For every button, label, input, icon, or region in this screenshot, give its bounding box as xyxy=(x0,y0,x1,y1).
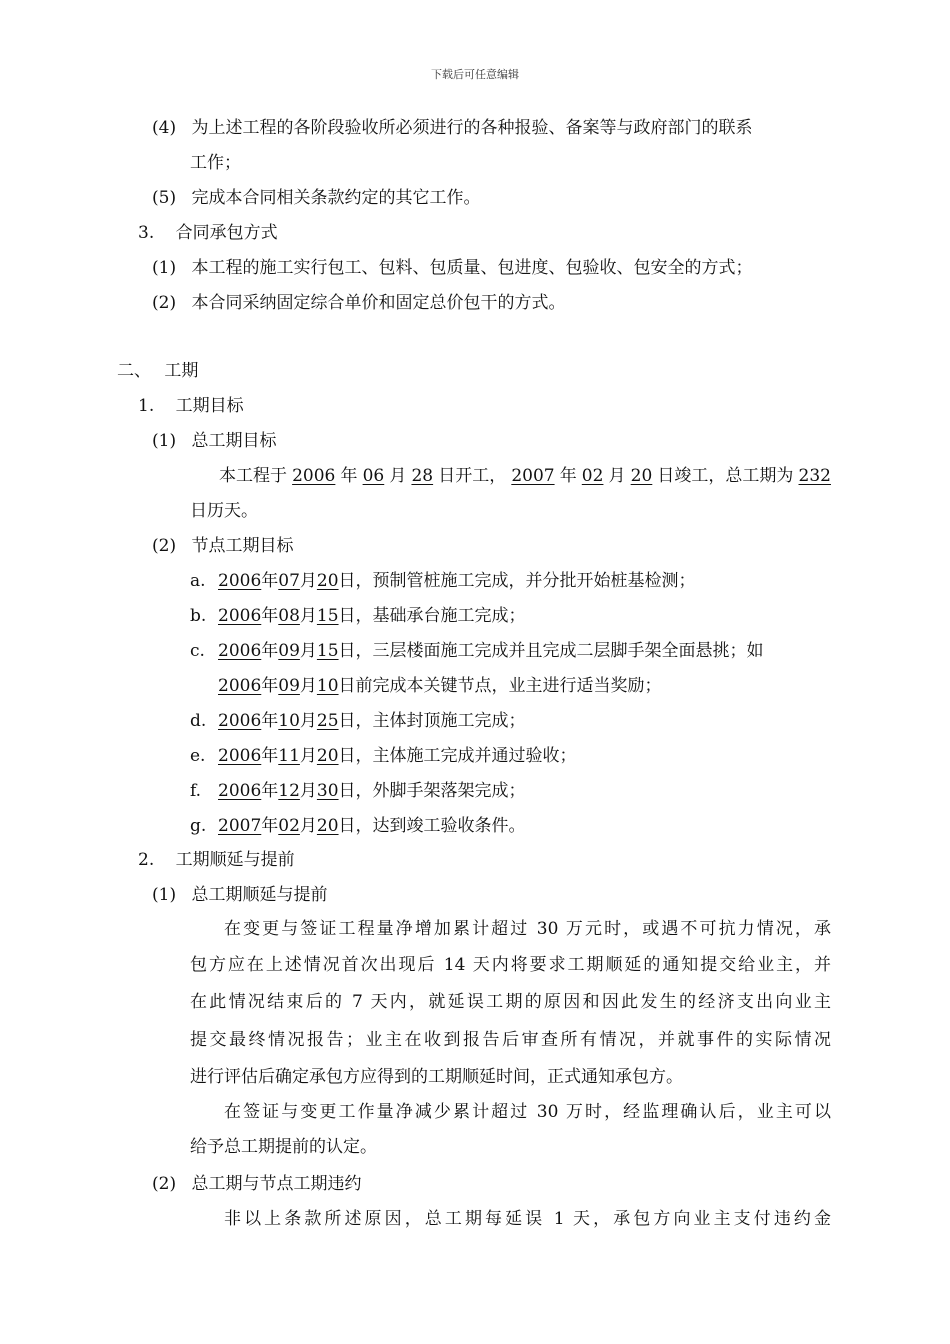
milestone-day: 20 xyxy=(316,816,339,836)
text: 年 xyxy=(340,466,358,486)
list-marker: (1) xyxy=(152,431,177,451)
milestone-year: 2006 xyxy=(218,746,262,766)
milestone-item xyxy=(190,745,577,767)
start-month: 06 xyxy=(362,466,385,486)
milestone-text: 日，三层楼面施工完成并且完成二层脚手架全面悬挑；如 xyxy=(338,641,764,661)
heading-1 xyxy=(138,395,244,417)
milestone-item xyxy=(190,780,526,802)
list-marker: (2) xyxy=(152,293,177,313)
milestone-month: 10 xyxy=(278,711,300,731)
milestone-letter: d. xyxy=(190,711,207,731)
milestone-item xyxy=(190,605,526,627)
list-item-text: 完成本合同相关条款约定的其它工作。 xyxy=(191,188,481,208)
paragraph-line: 给予总工期提前的认定。 xyxy=(190,1137,377,1157)
list-marker: (1) xyxy=(152,885,177,905)
page-header: 下载后可任意编辑 xyxy=(431,68,519,81)
milestone-month: 11 xyxy=(278,746,300,766)
month-char: 月 xyxy=(299,781,317,801)
section-title-text: 工期 xyxy=(164,361,199,381)
milestone-month: 09 xyxy=(278,641,300,661)
milestone-letter: a. xyxy=(190,571,206,591)
month-char: 月 xyxy=(299,641,317,661)
milestone-month: 09 xyxy=(278,676,300,696)
list-marker: (2) xyxy=(152,536,177,556)
list-item-text: 为上述工程的各阶段验收所必须进行的各种报验、备案等与政府部门的联系 xyxy=(191,118,753,138)
paragraph-line: 进行评估后确定承包方应得到的工期顺延时间，正式通知承包方。 xyxy=(190,1067,683,1087)
paragraph-line: 在签证与变更工作量净减少累计超过 30 万时，经监理确认后，业主可以 xyxy=(224,1102,831,1122)
milestone-year: 2006 xyxy=(218,781,262,801)
subheading-text: 总工期目标 xyxy=(191,431,277,451)
year-char: 年 xyxy=(261,816,279,836)
milestone-letter: b. xyxy=(190,606,207,626)
list-marker: (1) xyxy=(152,258,177,278)
start-day: 28 xyxy=(411,466,434,486)
subheading-text: 总工期与节点工期违约 xyxy=(191,1174,362,1194)
month-char: 月 xyxy=(299,676,317,696)
text: 年 xyxy=(559,466,577,486)
year-char: 年 xyxy=(261,711,279,731)
section-number: 二、 xyxy=(117,361,151,381)
paragraph-line: 提交最终情况报告；业主在收到报告后审查所有情况，并就事件的实际情况 xyxy=(190,1030,831,1050)
list-marker: (5) xyxy=(152,188,177,208)
milestone-continuation xyxy=(218,675,662,697)
total-schedule-line-2: 日历天。 xyxy=(190,501,258,521)
list-item-4 xyxy=(152,117,753,139)
milestone-day: 15 xyxy=(316,641,339,661)
milestone-day: 20 xyxy=(316,746,339,766)
list-item-5 xyxy=(152,187,481,209)
milestone-day: 15 xyxy=(316,606,339,626)
text: 日开工， xyxy=(438,466,507,486)
milestone-text: 日，主体封顶施工完成； xyxy=(338,711,526,731)
milestone-month: 12 xyxy=(278,781,300,801)
milestone-item xyxy=(190,570,696,592)
list-marker: (4) xyxy=(152,118,177,138)
paragraph-line: 非以上条款所述原因，总工期每延误 1 天，承包方向业主支付违约金 xyxy=(224,1209,831,1229)
heading-3 xyxy=(138,222,278,244)
paragraph-line: 在变更与签证工程量净增加累计超过 30 万元时，或遇不可抗力情况，承 xyxy=(224,919,831,939)
text: 月 xyxy=(389,466,407,486)
heading-text: 工期目标 xyxy=(175,396,244,416)
heading-text: 合同承包方式 xyxy=(175,223,278,243)
total-schedule-line-1 xyxy=(219,465,831,487)
milestone-item xyxy=(190,815,526,837)
month-char: 月 xyxy=(299,746,317,766)
milestone-day: 10 xyxy=(316,676,339,696)
year-char: 年 xyxy=(261,571,279,591)
month-char: 月 xyxy=(299,816,317,836)
end-month: 02 xyxy=(581,466,604,486)
milestone-day: 25 xyxy=(316,711,339,731)
end-day: 20 xyxy=(630,466,653,486)
milestone-text: 日，预制管桩施工完成，并分批开始桩基检测； xyxy=(338,571,696,591)
month-char: 月 xyxy=(299,711,317,731)
list-item-text: 本合同采纳固定综合单价和固定总价包干的方式。 xyxy=(191,293,566,313)
milestone-month: 07 xyxy=(278,571,300,591)
milestone-item xyxy=(190,710,526,732)
subheading-text: 总工期顺延与提前 xyxy=(191,885,328,905)
milestone-year: 2007 xyxy=(218,816,262,836)
text: 月 xyxy=(608,466,626,486)
subheading-extension xyxy=(152,884,328,906)
paragraph-line: 包方应在上述情况首次出现后 14 天内将要求工期顺延的通知提交给业主，并 xyxy=(190,955,831,975)
milestone-year: 2006 xyxy=(218,676,262,696)
milestone-year: 2006 xyxy=(218,711,262,731)
milestone-day: 30 xyxy=(316,781,339,801)
total-days: 232 xyxy=(798,466,831,486)
heading-number: 3. xyxy=(138,223,155,243)
milestone-text: 日，外脚手架落架完成； xyxy=(338,781,526,801)
heading-number: 1. xyxy=(138,396,155,416)
milestone-letter: f. xyxy=(190,781,202,801)
year-char: 年 xyxy=(261,781,279,801)
subheading-breach xyxy=(152,1173,362,1195)
milestone-text: 日，达到竣工验收条件。 xyxy=(338,816,526,836)
milestone-month: 08 xyxy=(278,606,300,626)
milestone-year: 2006 xyxy=(218,641,262,661)
heading-text: 工期顺延与提前 xyxy=(175,850,295,870)
subheading-total-target xyxy=(152,430,277,452)
subheading-milestones xyxy=(152,535,294,557)
milestone-letter: c. xyxy=(190,641,205,661)
milestone-year: 2006 xyxy=(218,606,262,626)
contract-mode-item-1 xyxy=(152,257,753,279)
list-item-4-continuation: 工作； xyxy=(190,153,241,173)
milestone-item xyxy=(190,640,764,662)
start-year: 2006 xyxy=(292,466,336,486)
heading-2 xyxy=(138,849,295,871)
year-char: 年 xyxy=(261,676,279,696)
milestone-text: 日，基础承台施工完成； xyxy=(338,606,526,626)
end-year: 2007 xyxy=(511,466,555,486)
milestone-letter: g. xyxy=(190,816,207,836)
list-item-text: 本工程的施工实行包工、包料、包质量、包进度、包验收、包安全的方式； xyxy=(191,258,753,278)
milestone-letter: e. xyxy=(190,746,206,766)
contract-mode-item-2 xyxy=(152,292,566,314)
paragraph-line: 在此情况结束后的 7 天内，就延误工期的原因和因此发生的经济支出向业主 xyxy=(190,992,831,1012)
milestone-day: 20 xyxy=(316,571,339,591)
year-char: 年 xyxy=(261,746,279,766)
milestone-year: 2006 xyxy=(218,571,262,591)
subheading-text: 节点工期目标 xyxy=(191,536,294,556)
milestone-text: 日，主体施工完成并通过验收； xyxy=(338,746,577,766)
section-title xyxy=(117,360,198,382)
milestone-month: 02 xyxy=(278,816,300,836)
year-char: 年 xyxy=(261,606,279,626)
milestone-text: 日前完成本关键节点，业主进行适当奖励； xyxy=(338,676,662,696)
text: 本工程于 xyxy=(219,466,287,486)
month-char: 月 xyxy=(299,571,317,591)
heading-number: 2. xyxy=(138,850,155,870)
text: 日竣工，总工期为 xyxy=(657,466,794,486)
year-char: 年 xyxy=(261,641,279,661)
month-char: 月 xyxy=(299,606,317,626)
list-marker: (2) xyxy=(152,1174,177,1194)
